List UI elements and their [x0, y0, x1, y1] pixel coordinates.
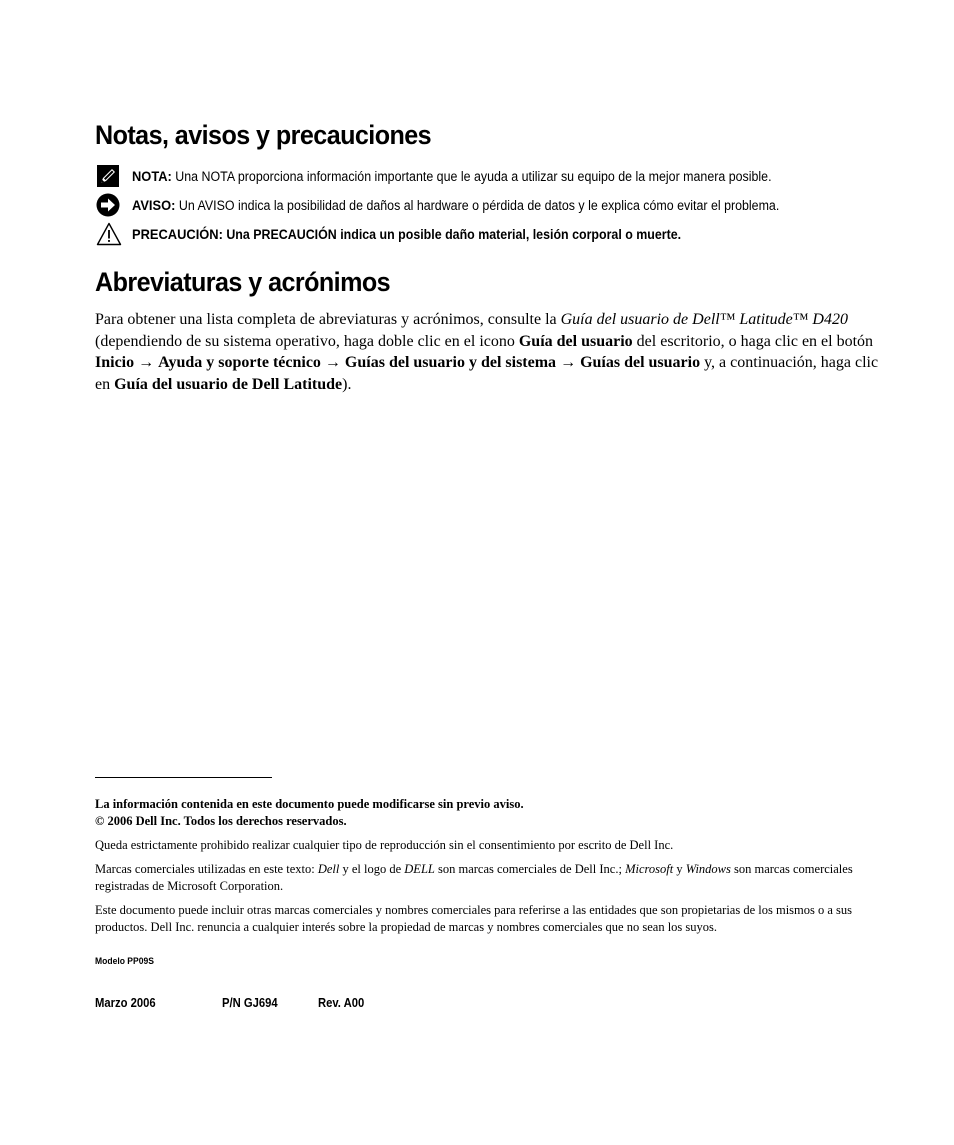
arrow-icon: →	[134, 354, 159, 371]
caution-row	[96, 222, 896, 248]
menu-start: Inicio	[95, 354, 135, 371]
reproduction-notice: Queda estrictamente prohibido realizar cualquier tipo de reproducción sin el consentimiento por escrito de Dell Inc.	[95, 838, 674, 852]
other-marks-notice: Este documento puede incluir otras marcas comerciales y nombres comerciales para referirse a las entidades que son propietarias de los mismos o a sus productos. Dell Inc. renuncia a cualquier interés sobre la propiedad de marcas y nombres comerciales que no sean los suyos.	[95, 903, 853, 934]
abbreviations-paragraph: Para obtener una lista completa de abreviaturas y acrónimos, consulte la Guía del usuario de Dell™ Latitude™ D420 (dependiendo de su sistema operativo, haga doble clic en el icono Guía del usuario del escritorio, o haga clic en el botón Inicio → Ayuda y soporte técnico → Guías del usuario y del sistema → Guías del usuario y, a continuación, haga clic en Guía del usuario de Dell Latitude).	[95, 311, 879, 393]
warning-triangle-icon	[96, 222, 122, 246]
caution-label: PRECAUCIÓN:	[132, 226, 223, 242]
arrow-icon: →	[320, 354, 345, 371]
menu-latitude-guide: Guía del usuario de Dell Latitude	[114, 375, 343, 393]
note-row	[96, 164, 896, 190]
note-text: Una NOTA proporciona información importante que le ayuda a utilizar su equipo de la mejor manera posible.	[171, 169, 772, 184]
section-title-abbreviations: Abreviaturas y acrónimos	[95, 267, 391, 297]
change-notice: La información contenida en este documento puede modificarse sin previo aviso. © 2006 Dell Inc. Todos los derechos reservados.	[95, 797, 524, 828]
caution-text: Una PRECAUCIÓN indica un posible daño material, lesión corporal o muerte.	[222, 227, 682, 242]
menu-guides: Guías del usuario y del sistema	[344, 354, 557, 371]
arrow-icon: →	[556, 354, 581, 371]
menu-user-guides: Guías del usuario	[580, 354, 701, 371]
pencil-icon	[96, 164, 122, 188]
trademark-notice: Marcas comerciales utilizadas en este texto: Dell y el logo de DELL son marcas comerciales de Dell Inc.; Microsoft y Windows son marcas comerciales registradas de Microsoft Corporation.	[95, 862, 853, 893]
menu-help: Ayuda y soporte técnico	[158, 354, 321, 371]
model-number: Modelo PP09S	[95, 956, 154, 967]
note-label: NOTA:	[132, 168, 172, 184]
notice-arrow-icon	[96, 193, 122, 217]
publication-date: Marzo 2006	[95, 996, 156, 1010]
guide-title: Guía del usuario de Dell™ Latitude™ D420	[560, 311, 848, 328]
footnote-divider	[95, 777, 272, 778]
revision: Rev. A00	[318, 996, 365, 1010]
copyright: © 2006 Dell Inc. Todos los derechos reservados.	[95, 813, 347, 828]
section-title-notes: Notas, avisos y precauciones	[95, 120, 432, 150]
notice-row	[96, 193, 896, 219]
desktop-icon-name: Guía del usuario	[518, 332, 633, 350]
notice-label: AVISO:	[132, 197, 176, 213]
notice-text: Un AVISO indica la posibilidad de daños al hardware o pérdida de datos y le explica cómo evitar el problema.	[175, 198, 780, 213]
part-number: P/N GJ694	[222, 996, 278, 1010]
